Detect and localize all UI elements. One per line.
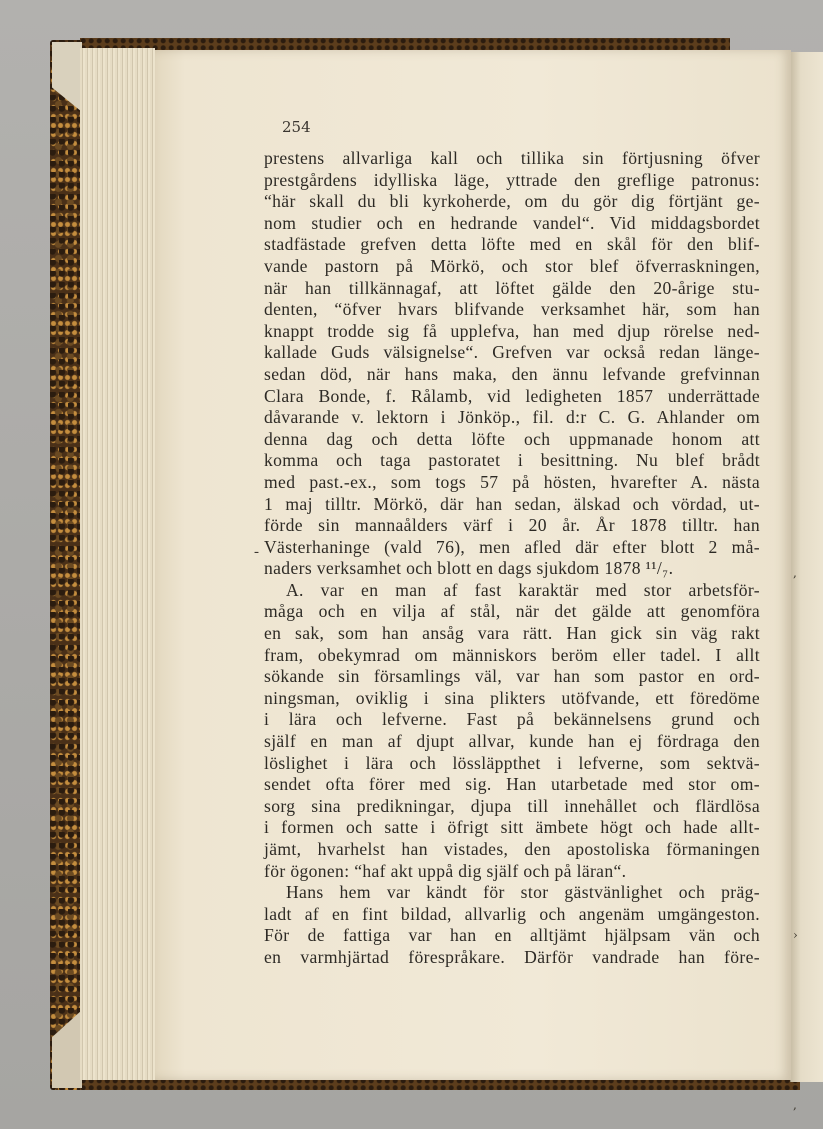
text-line: en varmhjärtad förespråkare. Därför vandrade han före-: [264, 946, 760, 967]
text-line: prestgårdens idylliska läge, yttrade den greflige patronus:: [264, 169, 760, 190]
text-line: för ögonen: “haf akt uppå dig själf och på läran“.: [264, 860, 627, 881]
book-cover-marbled: [50, 40, 82, 1090]
text-line: i formen och satte i öfrigt sitt ämbete högt och hade allt-: [264, 817, 760, 838]
text-line: denna dag och detta löfte och uppmanade honom att: [264, 428, 760, 449]
text-line: dåvarande v. lektorn i Jönköp., fil. d:r C. G. Ahlander om: [264, 407, 760, 428]
facing-page-edge: [790, 52, 823, 1112]
text-line: förde sin mannaålders värf i 20 år. År 1878 tilltr. han: [264, 515, 760, 536]
text-line: fram, obekymrad om människors beröm eller tadel. I allt: [264, 644, 760, 665]
text-line: sökande sin församlings väl, var han som pastor en ord-: [264, 666, 760, 687]
text-line: sorg sina predikningar, djupa till innehållet och flärdlösa: [264, 795, 760, 816]
text-line: “här skall du bli kyrkoherde, om du gör dig förtjänt ge-: [264, 191, 760, 212]
text-line: denten, “öfver hvars blifvande verksamhet här, som han: [264, 299, 760, 320]
text-line: i lära och lefverne. Fast på bekännelsens grund och: [264, 709, 760, 730]
text-line: vande pastorn på Mörkö, och stor blef öfverraskningen,: [264, 255, 760, 276]
text-line: sedan död, när hans maka, den ännu lefvande grefvinnan: [264, 363, 760, 384]
text-line: 1 maj tilltr. Mörkö, där han sedan, älskad och vördad, ut-: [264, 493, 760, 514]
text-line: Västerhaninge (vald 76), men afled där efter blott 2 må-: [264, 536, 760, 557]
text-line: knappt trodde sig få upplefva, han med djup rörelse ned-: [264, 320, 760, 341]
text-line: kallade Guds välsignelse“. Grefven var också redan länge-: [264, 342, 760, 363]
text-line: sendet ofta förer med sig. Han utarbetade med stor om-: [264, 774, 760, 795]
text-line: komma och taga pastoratet i besittning. Nu blef brådt: [264, 450, 760, 471]
text-line: själf en man af djupt allvar, kunde han ej fördraga den: [264, 731, 760, 752]
facing-page-mark: ›: [793, 928, 798, 942]
text-line: när han tillkännagaf, att löftet gälde den 20-årige stu-: [264, 277, 760, 298]
text-line: För de fattiga var han en alltjämt hjälpsam vän och: [264, 925, 760, 946]
text-line: Clara Bonde, f. Rålamb, vid ledigheten 1857 underrättade: [264, 385, 760, 406]
text-line: Hans hem var kändt för stor gästvänlighet och präg-: [286, 882, 760, 903]
page-stack-edges: [80, 48, 155, 1080]
facing-page-mark: ,: [793, 566, 797, 580]
text-line: naders verksamhet och blott en dags sjukdom 1878 ¹¹/₇.: [264, 558, 674, 579]
text-line: A. var en man af fast karaktär med stor arbetsför-: [286, 579, 760, 600]
body-text: [264, 148, 760, 969]
margin-mark: -: [254, 544, 259, 560]
page-number: 254: [282, 118, 311, 136]
text-line: nom studier och en hedrande vandel“. Vid middagsbordet: [264, 212, 760, 233]
text-line: stadfästade grefven detta löfte med en skål för den blif-: [264, 234, 760, 255]
text-line: med past.-ex., som togs 57 på hösten, hvarefter A. nästa: [264, 471, 760, 492]
text-line: löslighet i lära och lössläppthet i lefverne, som sektvä-: [264, 752, 760, 773]
text-line: ningsman, oviklig i sina plikters utöfvande, ett föredöme: [264, 687, 760, 708]
text-line: prestens allvarliga kall och tillika sin förtjusning öfver: [264, 148, 760, 168]
text-line: jämt, hvarhelst han vistades, den apostoliska förmaningen: [264, 839, 760, 859]
text-line: ladt af en fint bildad, allvarlig och angenäm umgängeston.: [264, 903, 760, 924]
facing-page-mark: ,: [793, 1098, 797, 1112]
text-line: en sak, som han ansåg vara rätt. Han gick sin väg rakt: [264, 623, 760, 644]
text-line: måga och en vilja af stål, när det gälde att genomföra: [264, 601, 760, 622]
